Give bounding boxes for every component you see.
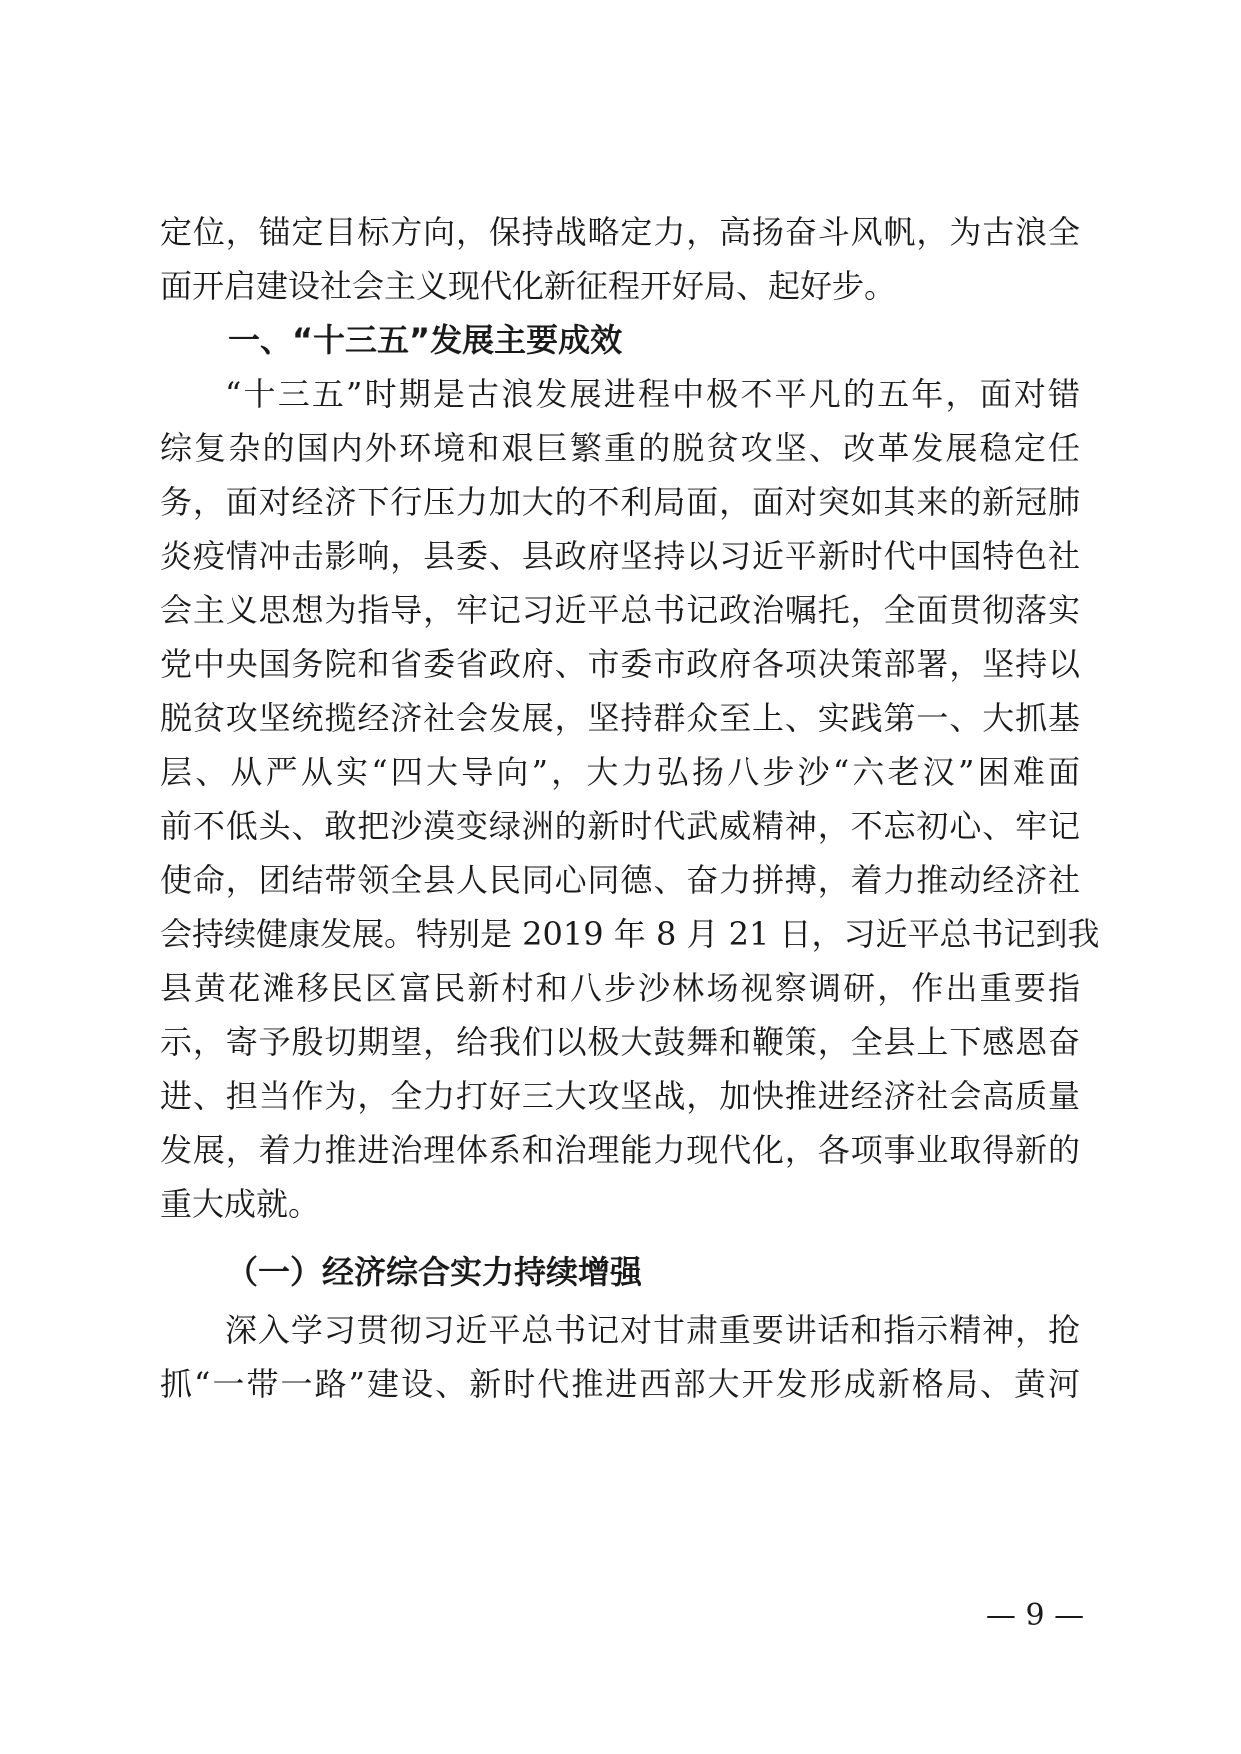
section-1-line-16: 重大成就。: [160, 1185, 321, 1223]
section-1-line-10: 使命，团结带领全县人民同心同德、奋力拼搏，着力推动经济社: [160, 861, 1080, 899]
section-1-line-11: 会持续健康发展。特别是 2019 年 8 月 21 日，习近平总书记到我: [160, 915, 1100, 953]
subsection-1-line-2: 抓“一带一路”建设、新时代推进西部大开发形成新格局、黄河: [160, 1365, 1080, 1403]
page-number: — 9 —: [985, 1598, 1085, 1633]
subsection-1-heading: （一）经济综合实力持续增强: [226, 1253, 643, 1291]
section-1-line-2: 综复杂的国内外环境和艰巨繁重的脱贫攻坚、改革发展稳定任: [160, 429, 1080, 467]
section-1-line-3: 务，面对经济下行压力加大的不利局面，面对突如其来的新冠肺: [160, 483, 1080, 521]
section-1-line-1: “十三五”时期是古浪发展进程中极不平凡的五年，面对错: [225, 375, 1080, 413]
section-1-line-4: 炎疫情冲击影响，县委、县政府坚持以习近平新时代中国特色社: [160, 537, 1080, 575]
section-1-line-12: 县黄花滩移民区富民新村和八步沙林场视察调研，作出重要指: [160, 969, 1080, 1007]
subsection-1-line-1: 深入学习贯彻习近平总书记对甘肃重要讲话和指示精神，抢: [225, 1311, 1080, 1349]
section-1-line-15: 发展，着力推进治理体系和治理能力现代化，各项事业取得新的: [160, 1131, 1080, 1169]
section-1-line-8: 层、从严从实“四大导向”，大力弘扬八步沙“六老汉”困难面: [160, 753, 1080, 791]
section-1-line-14: 进、担当作为，全力打好三大攻坚战，加快推进经济社会高质量: [160, 1077, 1080, 1115]
section-1-line-13: 示，寄予殷切期望，给我们以极大鼓舞和鞭策，全县上下感恩奋: [160, 1023, 1080, 1061]
section-1-line-6: 党中央国务院和省委省政府、市委市政府各项决策部署，坚持以: [160, 645, 1080, 683]
section-1-line-7: 脱贫攻坚统揽经济社会发展，坚持群众至上、实践第一、大抓基: [160, 699, 1080, 737]
intro-line-1: 定位，锚定目标方向，保持战略定力，高扬奋斗风帆，为古浪全: [160, 213, 1080, 251]
section-1-line-5: 会主义思想为指导，牢记习近平总书记政治嘱托，全面贯彻落实: [160, 591, 1080, 629]
section-1-heading: 一、“十三五”发展主要成效: [228, 321, 623, 359]
intro-line-2: 面开启建设社会主义现代化新征程开好局、起好步。: [160, 267, 897, 305]
section-1-line-9: 前不低头、敢把沙漠变绿洲的新时代武威精神，不忘初心、牢记: [160, 807, 1080, 845]
